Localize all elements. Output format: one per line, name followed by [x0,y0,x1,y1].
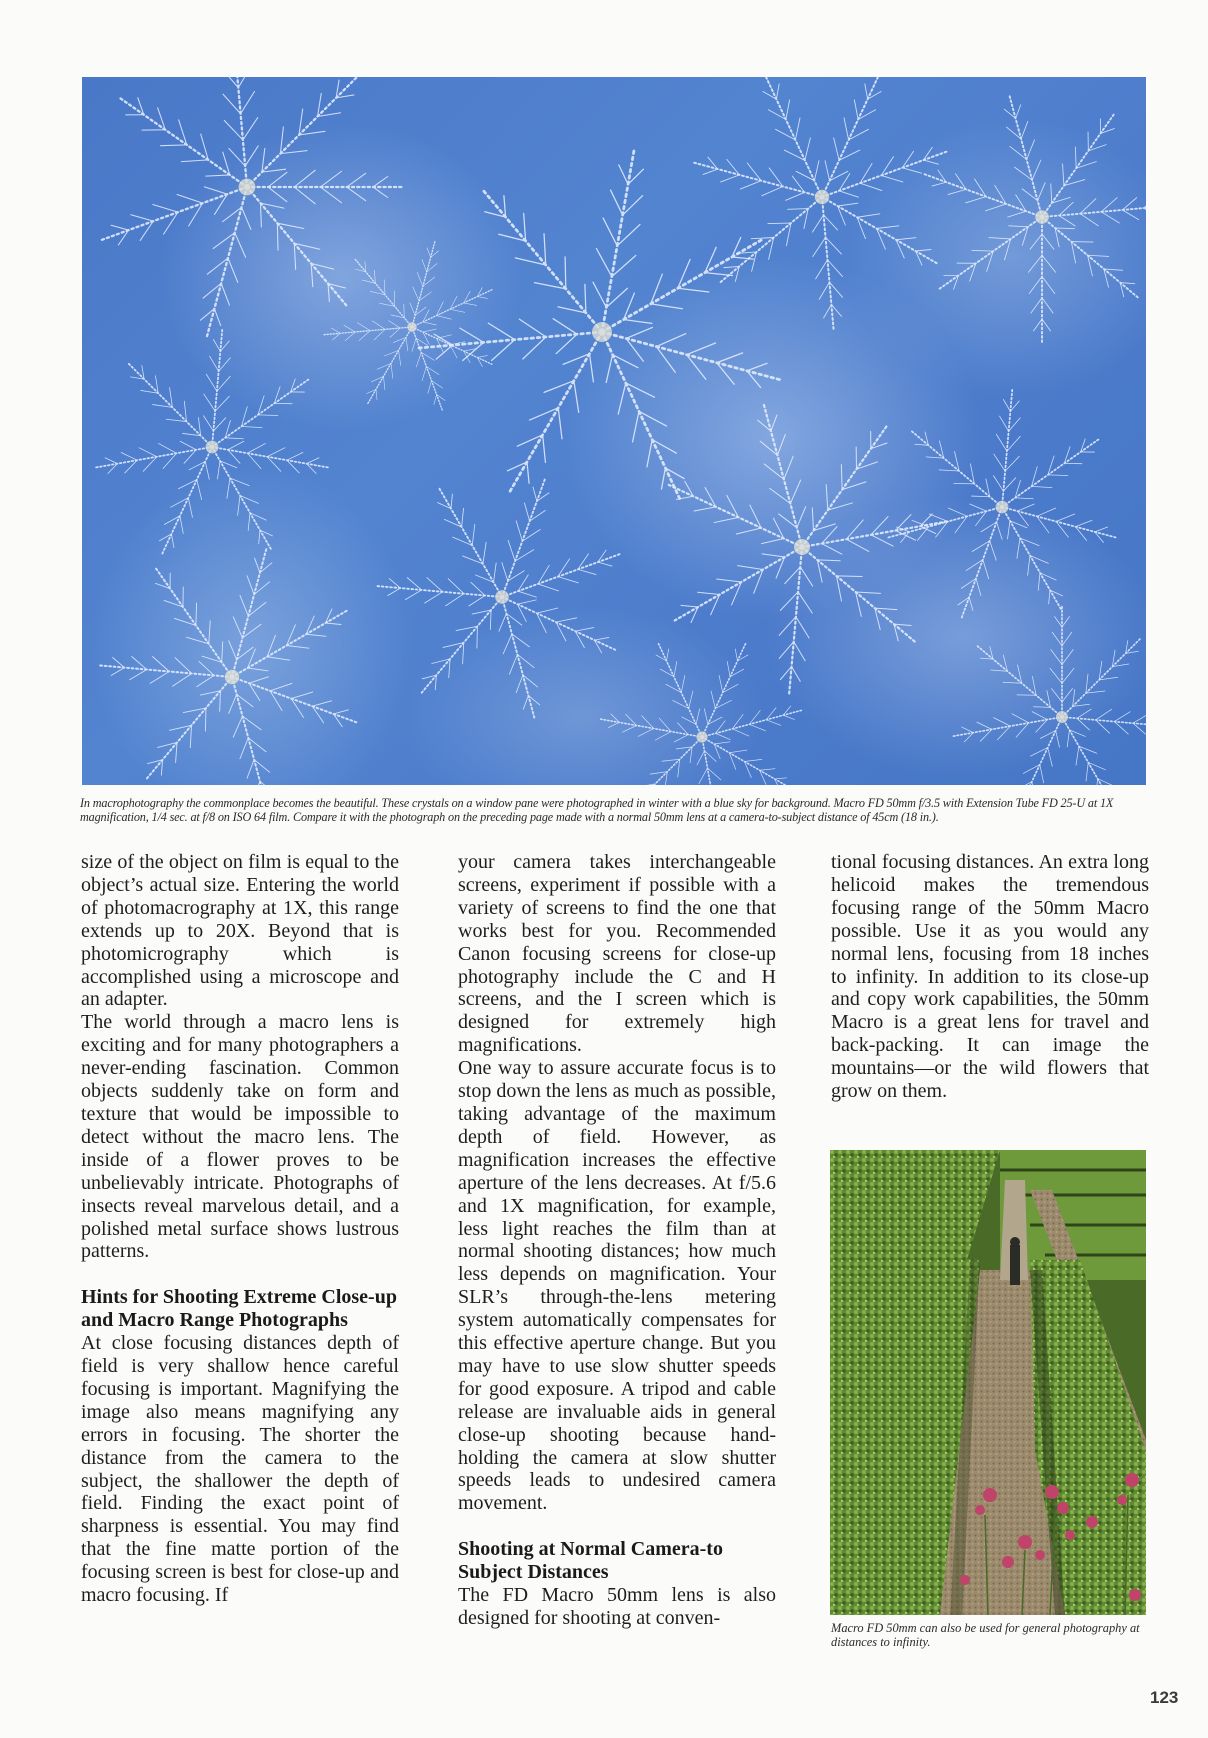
section-heading-normal-distances: Shooting at Normal Camera-to Subject Distances [458,1538,723,1584]
text-column-3 [831,851,1149,1103]
frost-crystal-photo [82,77,1146,785]
paragraph: One way to assure accurate focus is to stop down the lens as much as possible, taking advantage of the maximum depth of field. However, as magnification increases the effective aperture of the lens decreases. At f/5.6 and 1X magnification, for example, less light reaches the film than at normal shooting distances; how much less depends on magnification. Your SLR’s through-the-lens metering system automatically compensates for this effective aperture change. But you may have to use slow shutter speeds for good exposure. A tripod and cable release are invaluable aids in general close-up shooting because hand-holding the camera at slow shutter speeds leads to undesired camera movement. [458,1057,776,1515]
garden-photo-caption: Macro FD 50mm can also be used for general photography at distances to infinity. [831,1621,1140,1649]
paragraph: The world through a macro lens is exciting and for many photographers a never-ending fascination. Common objects suddenly take on form and texture that would be impossible to detect without the macro lens. The inside of a flower proves to be unbelievably intricate. Photographs of insects reveal marvelous detail, and a polished metal surface shows lustrous patterns. [81,1011,399,1263]
paragraph: your camera takes interchangeable screens, experiment if possible with a variety of screens to find the one that works best for you. Recommended Canon focusing screens for close-up photography include the C and H screens, and the I screen which is designed for extremely high magnifications. [458,851,776,1057]
section-heading-hints: Hints for Shooting Extreme Close-up and Macro Range Photographs [81,1286,397,1332]
paragraph: The FD Macro 50mm lens is also designed for shooting at conven- [458,1584,776,1629]
paragraph: tional focusing distances. An extra long helicoid makes the tremendous focusing range of the 50mm Macro possible. Use it as you would any normal lens, focusing from 18 inches to infinity. In addition to its close-up and copy work capabilities, the 50mm Macro is a great lens for travel and back-packing. It can image the mountains—or the wild flowers that grow on them. [831,851,1149,1103]
page-number: 123 [1150,1688,1179,1707]
text-column-1 [81,851,399,1607]
paragraph: size of the object on film is equal to the object’s actual size. Entering the world of photomacrography at 1X, this range extends up to 20X. Beyond that is photomicrography which is accomplished using a microscope and an adapter. [81,851,399,1011]
paragraph: At close focusing distances depth of field is very shallow hence careful focusing is important. Magnifying the image also means magnifying any errors in focusing. The shorter the distance from the camera to the subject, the shallower the depth of field. Finding the exact point of sharpness is essential. You may find that the fine matte portion of the focusing screen is best for close-up and macro focusing. If [81,1332,399,1607]
top-photo-caption: In macrophotography the commonplace becomes the beautiful. These crystals on a window pane were photographed in winter with a blue sky for background. Macro FD 50mm f/3.5 with Extension Tube FD 25-U at 1X magnification, 1/4 sec. at f/8 on ISO 64 film. Compare it with the photograph on the preceding page made with a normal 50mm lens at a camera-to-subject distance of 45cm (18 in.). [80,796,1114,824]
text-column-2 [458,851,776,1630]
garden-hedge-photo [830,1150,1146,1615]
frost-crystal-illustration [82,77,1146,785]
garden-illustration [830,1150,1146,1615]
